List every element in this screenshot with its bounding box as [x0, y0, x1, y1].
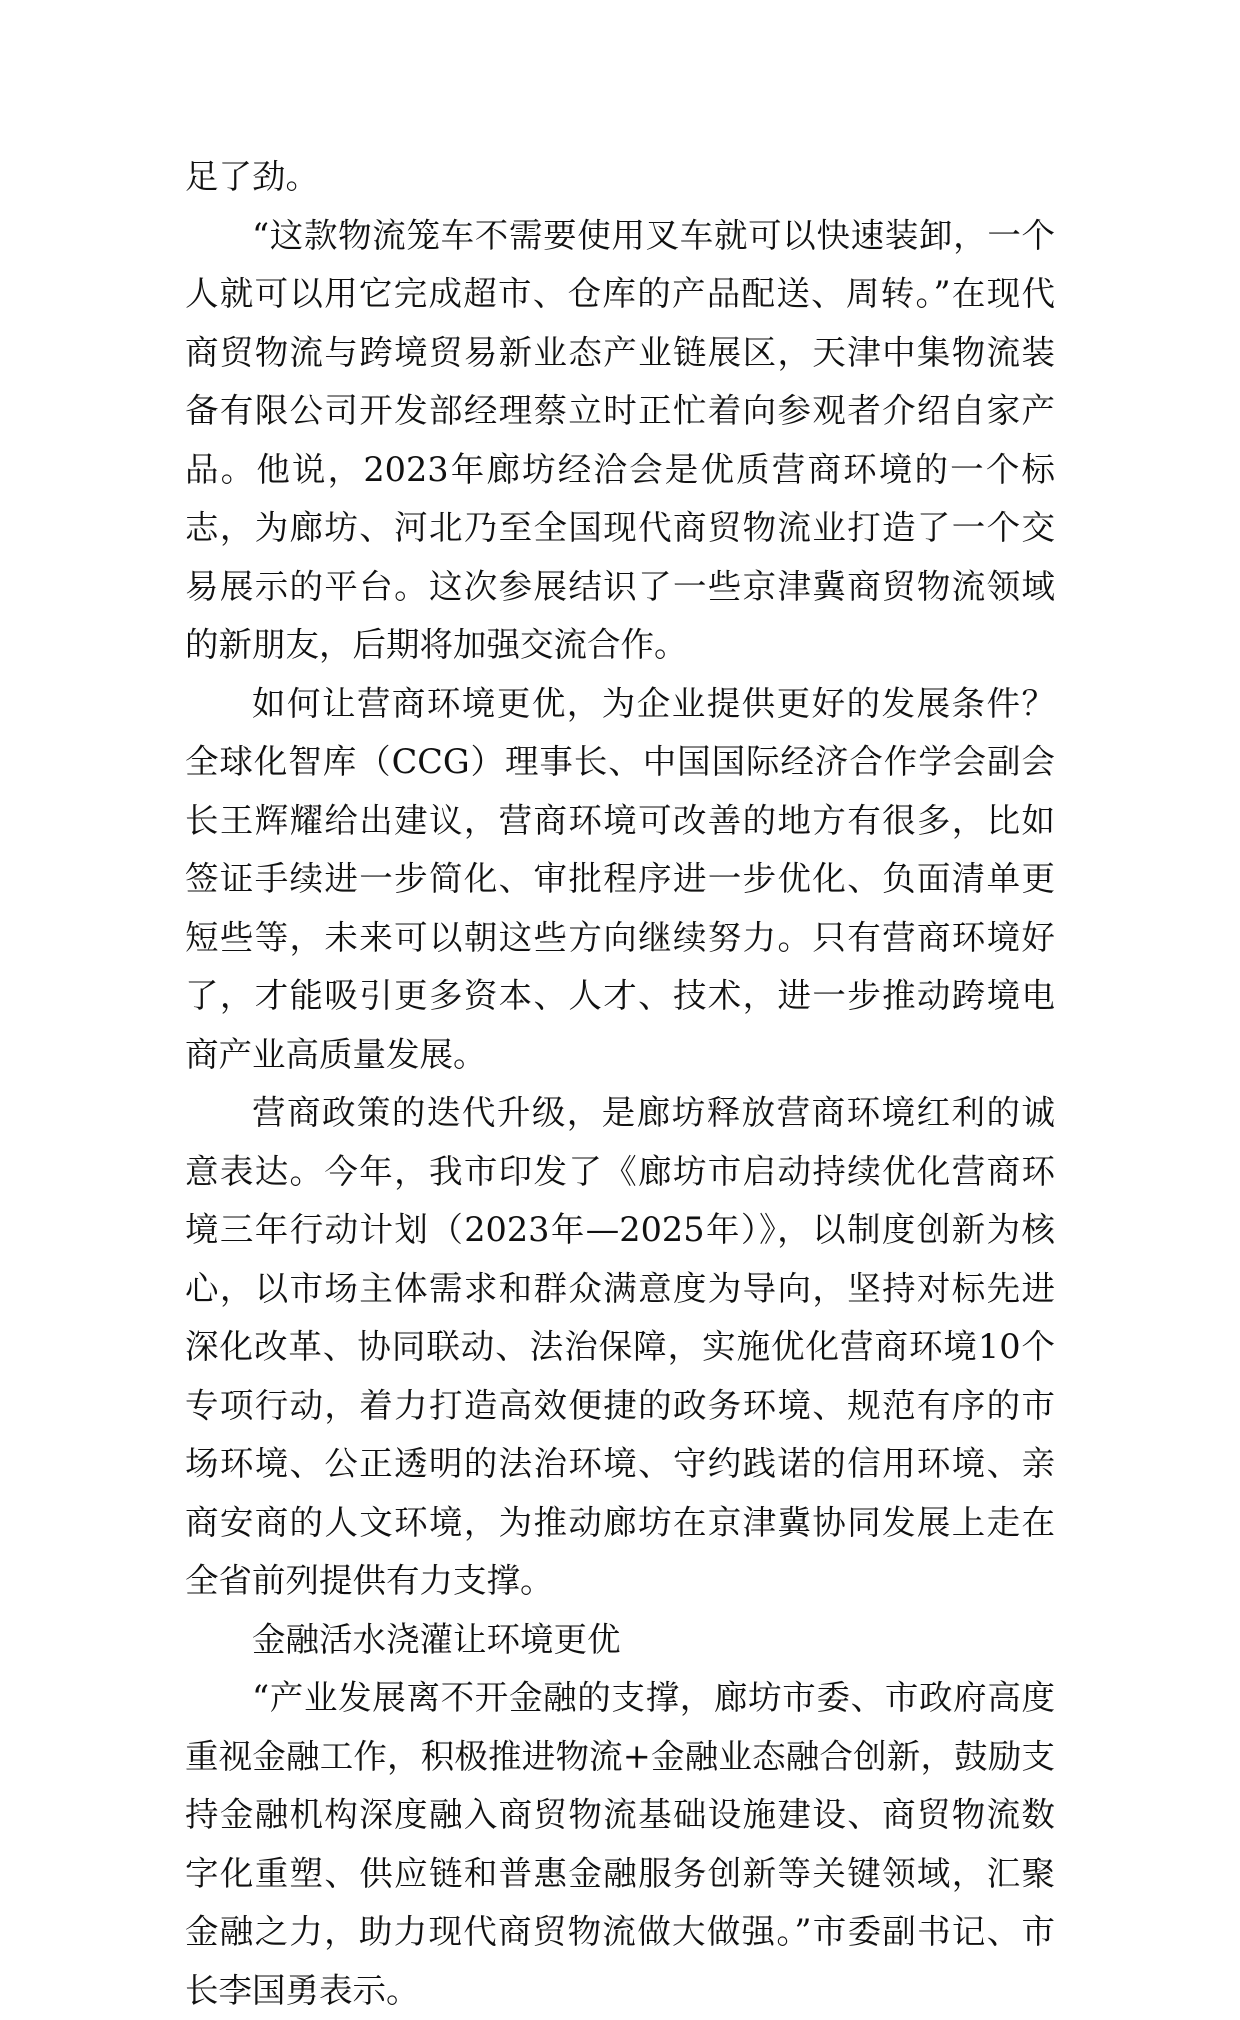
- section-heading-finance: 金融活水浇灌让环境更优: [252, 1619, 621, 1659]
- paragraph-logistics-cart: “这款物流笼车不需要使用叉车就可以快速装卸，一个人就可以用它完成超市、仓库的产品配送、周转。”在现代商贸物流与跨境贸易新业态产业链展区，天津中集物流装备有限公司开发部经理蔡立时正忙着向参观者介绍自家产品。他说，2023年廊坊经洽会是优质营商环境的一个标志，为廊坊、河北乃至全国现代商贸物流业打造了一个交易展示的平台。这次参展结识了一些京津冀商贸物流领域的新朋友，后期将加强交流合作。: [185, 215, 1055, 664]
- paragraph-business-environment: 如何让营商环境更优，为企业提供更好的发展条件？全球化智库（CCG）理事长、中国国际经济合作学会副会长王辉耀给出建议，营商环境可改善的地方有很多，比如签证手续进一步简化、审批程序进一步优化、负面清单更短些等，未来可以朝这些方向继续努力。只有营商环境好了，才能吸引更多资本、人才、技术，进一步推动跨境电商产业高质量发展。: [185, 683, 1055, 1074]
- paragraph-finance-support: “产业发展离不开金融的支撑，廊坊市委、市政府高度重视金融工作，积极推进物流+金融业态融合创新，鼓励支持金融机构深度融入商贸物流基础设施建设、商贸物流数字化重塑、供应链和普惠金融服务创新等关键领域，汇聚金融之力，助力现代商贸物流做大做强。”市委副书记、市长李国勇表示。: [185, 1678, 1055, 2010]
- paragraph-policy-upgrade: 营商政策的迭代升级，是廊坊释放营商环境红利的诚意表达。今年，我市印发了《廊坊市启动持续优化营商环境三年行动计划（2023年—2025年）》，以制度创新为核心，以市场主体需求和群众满意度为导向，坚持对标先进深化改革、协同联动、法治保障，实施优化营商环境10个专项行动，着力打造高效便捷的政务环境、规范有序的市场环境、公正透明的法治环境、守约践诺的信用环境、亲商安商的人文环境，为推动廊坊在京津冀协同发展上走在全省前列提供有力支撑。: [185, 1093, 1055, 1600]
- paragraph-continuation: 足了劲。: [185, 157, 319, 196]
- document-page: [185, 148, 1055, 2020]
